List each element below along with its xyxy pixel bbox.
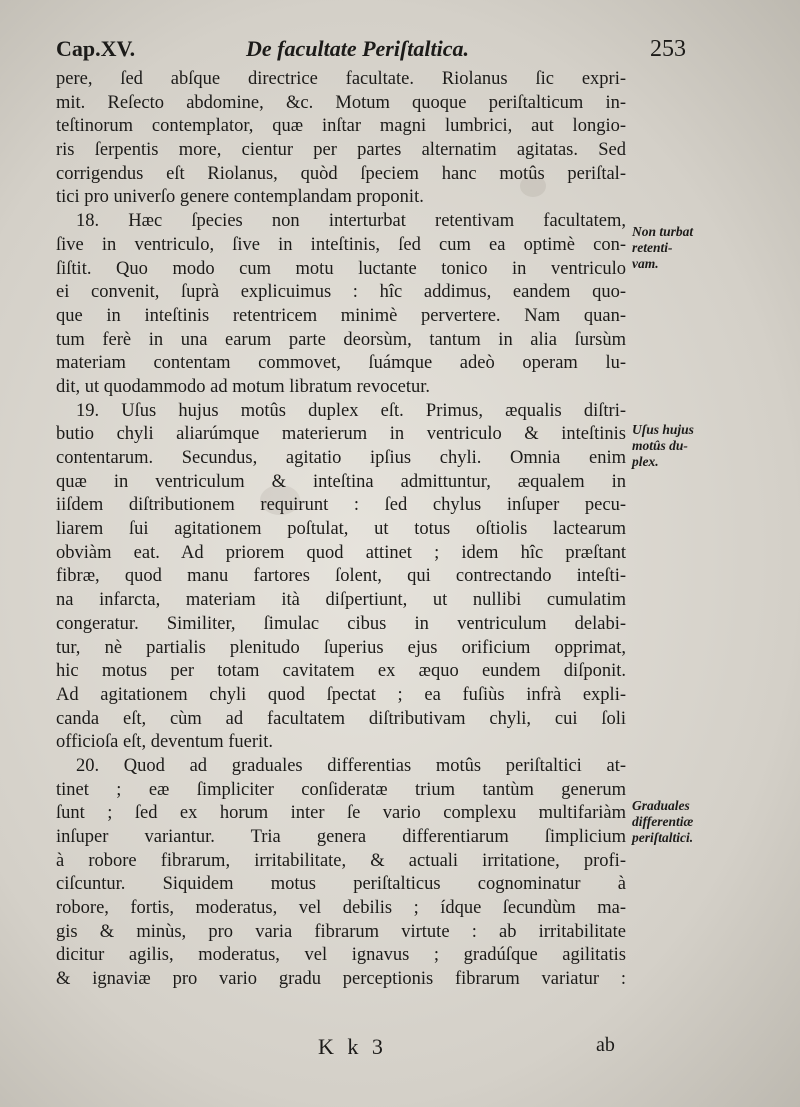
- text-line: ciſcuntur. Siquidem motus periſtalticus cognominatur à: [56, 874, 626, 895]
- margin-note-usus: [632, 422, 694, 470]
- catchword: ab: [596, 1034, 615, 1056]
- paragraph-start-20: 20. Quod ad graduales differentias motûs periſtaltici at-: [76, 755, 626, 776]
- page-number: 253: [650, 36, 686, 62]
- text-line: teſtinorum contemplator, quæ inſtar magni lumbrici, aut longio-: [56, 116, 626, 137]
- text-line: tici pro univerſo genere contemplandam proponit.: [56, 187, 424, 208]
- text-line: tum ferè in una earum parte deorsùm, tantum in alia ſursùm: [56, 329, 626, 350]
- text-line: que in inteſtinis retentricem minimè pervertere. Nam quan-: [56, 305, 626, 326]
- text-line: officioſa eſt, deventum fuerit.: [56, 732, 273, 753]
- text-line: ei convenit, ſuprà explicuimus : hîc addimus, eandem quo-: [56, 282, 626, 303]
- text-line: ſunt ; ſed ex horum inter ſe vario complexu multifariàm: [56, 803, 626, 824]
- text-line: à robore fibrarum, irritabilitate, & actuali irritatione, profi-: [56, 850, 626, 871]
- margin-note-non-turbat: [632, 224, 693, 272]
- margin-note-line: Non turbat: [632, 224, 694, 239]
- text-line: congeratur. Similiter, ſimulac cibus in ventriculum delabi-: [56, 613, 626, 634]
- paragraph-start-18: 18. Hæc ſpecies non interturbat retentivam facultatem,: [76, 211, 626, 232]
- text-line: pere, ſed abſque directrice facultate. Riolanus ſic expri-: [56, 69, 626, 89]
- text-line: na infarcta, materiam ità diſpertiunt, ut nullibi cumulatim: [56, 590, 626, 611]
- margin-note-line: retenti-: [632, 240, 673, 255]
- text-line: Ad agitationem chyli quod ſpectat ; ea fuſiùs infrà expli-: [56, 684, 626, 705]
- chapter-label: Cap.XV.: [56, 36, 136, 61]
- running-header: [56, 36, 686, 68]
- running-title: De facultate Periſtaltica.: [246, 36, 469, 61]
- text-line: liarem ſui agitationem poſtulat, ut totus oſtiolis lactearum: [56, 519, 626, 540]
- margin-note-line: periſtaltici.: [632, 830, 694, 845]
- text-line: tinet ; eæ ſimpliciter conſideratæ trium tantùm generum: [56, 779, 626, 800]
- text-line: butio chyli aliarúmque materierum in ventriculo & inteſtinis: [56, 424, 626, 445]
- text-line: hic motus per totam cavitatem ex æquo eundem diſponit.: [56, 661, 626, 682]
- margin-note-line: differentiæ: [632, 814, 694, 829]
- margin-note-line: plex.: [632, 454, 659, 469]
- text-line: dicitur agilis, moderatus, vel ignavus ; gradúſque agilitatis: [56, 945, 626, 966]
- text-line: robore, fortis, moderatus, vel debilis ; ídque ſecundùm ma-: [56, 898, 626, 919]
- text-line: ris ſerpentis more, cientur per partes alternatim agitatas. Sed: [56, 140, 626, 161]
- signature-mark: K k 3: [318, 1034, 387, 1059]
- text-line: mit. Reſecto abdomine, &c. Motum quoque periſtalticum in-: [56, 92, 626, 113]
- text-line: dit, ut quodammodo ad motum libratum revocetur.: [56, 376, 431, 397]
- text-line: inſuper variantur. Tria genera differentiarum ſimplicium: [56, 827, 626, 847]
- text-line: iiſdem diſtributionem requirunt : ſed chylus inſuper pecu-: [56, 495, 626, 516]
- text-line: & ignaviæ pro vario gradu perceptionis fibrarum variatur :: [56, 969, 626, 990]
- main-text: [56, 68, 626, 992]
- text-line: obviàm eat. Ad priorem quod attinet ; idem hîc præſtant: [56, 542, 626, 563]
- text-line: gis & minùs, pro varia fibrarum virtute : ab irritabilitate: [56, 921, 626, 942]
- text-line: quæ in ventriculum & inteſtina admittuntur, æqualem in: [56, 471, 626, 492]
- margin-note-line: vam.: [632, 256, 659, 271]
- text-line: contentarum. Secundus, agitatio ipſius chyli. Omnia enim: [56, 448, 626, 468]
- margin-note-graduales: [632, 798, 693, 846]
- text-line: fibræ, quod manu fartores ſolent, qui contrectando inteſti-: [56, 566, 626, 587]
- text-line: ſiſtit. Quo modo cum motu luctante tonico in ventriculo: [56, 258, 626, 279]
- text-line: corrigendus eſt Riolanus, quòd ſpeciem hanc motûs periſtal-: [56, 163, 626, 184]
- margin-note-line: Uſus hujus: [632, 422, 694, 437]
- margin-note-line: Graduales: [632, 798, 690, 813]
- margin-note-line: motûs du-: [632, 438, 688, 453]
- paragraph-start-19: 19. Uſus hujus motûs duplex eſt. Primus, æqualis diſtri-: [76, 400, 626, 421]
- text-line: materiam contentam commovet, ſuámque adeò operam lu-: [56, 353, 626, 374]
- text-line: canda eſt, cùm ad facultatem diſtributivam chyli, cui ſoli: [56, 708, 626, 729]
- text-line: tur, nè partialis plenitudo ſuperius ejus orificium opprimat,: [56, 637, 626, 658]
- text-line: ſive in ventriculo, ſive in inteſtinis, ſed cum ea optimè con-: [56, 234, 626, 255]
